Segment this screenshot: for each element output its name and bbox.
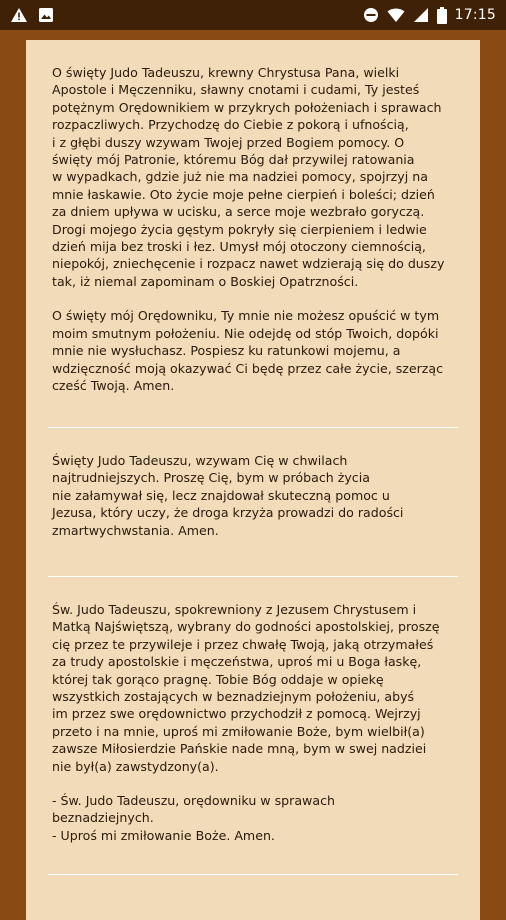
status-notifications [10, 7, 54, 23]
image-icon [38, 7, 54, 23]
prayer-section-1 [52, 64, 454, 427]
battery-icon [437, 7, 447, 24]
prayer-paragraph: Święty Judo Tadeuszu, wzywam Cię w chwilach najtrudniejszych. Proszę Cię, bym w próbach życia nie załamywał się, lecz znajdował skuteczną pomoc u Jezusa, który uczy, że droga krzyża prowadzi do radości zmartwychwstania. Amen. [52, 453, 404, 538]
prayer-card[interactable] [26, 40, 480, 920]
status-system [363, 7, 496, 24]
status-bar [0, 0, 506, 30]
wifi-icon [387, 7, 405, 23]
prayer-paragraph: Św. Judo Tadeuszu, spokrewniony z Jezusem Chrystusem i Matką Najświętszą, wybrany do godności apostolskiej, proszę cię przez te przywileje i przez chwałę Twoją, jaką otrzymałeś za trudy apostolskie i męczeństwa, uproś mi u Boga łaskę, której tak gorąco pragnę. Tobie Bóg oddaje w opiekę wszystkich zostających w beznadziejnym położeniu, abyś im przez swe orędownictwo przychodził z pomocą. Wejrzyj przeto i na mnie, uproś mi zmiłowanie Boże, bym wielbił(a) zawsze Miłosierdzie Pańskie nade mną, bym w swej nadziei nie był(a) zawstydzony(a). [52, 602, 440, 774]
prayer-paragraph: O święty mój Orędowniku, Ty mnie nie możesz opuścić w tym moim smutnym położeniu. Nie odejdę od stóp Twoich, dopóki mnie nie wysłuchasz. Pospiesz ku ratunkowi mojemu, a wdzięczność moją okazywać Ci będę przez całe życie, szerząc cześć Twoją. Amen. [52, 308, 444, 393]
app-frame [0, 30, 506, 900]
status-time: 17:15 [454, 7, 496, 23]
prayer-section-2 [52, 428, 454, 576]
signal-icon [413, 7, 429, 23]
section-divider [48, 874, 458, 875]
do-not-disturb-icon [363, 7, 379, 23]
prayer-paragraph: O święty Judo Tadeuszu, krewny Chrystusa Pana, wielki Apostole i Męczenniku, sławny cnotami i cudami, Ty jesteś potężnym Orędownikiem w przykrych położeniach i sprawach rozpaczliwych. Przychodzę do Ciebie z pokorą i ufnością, i z głębi duszy wzywam Twojej przed Bogiem pomocy. O święty mój Patronie, któremu Bóg dał przywilej ratowania w wypadkach, gdzie już nie ma nadziei pomocy, spojrzyj na mnie łaskawie. Oto życie moje pełne cierpień i boleści; dzień za dniem upływa w ucisku, a serce moje wezbrało goryczą. Drogi mojego życia gęstym pokryły się cierpieniem i ledwie dzień mija bez troski i łez. Umysł mój otoczony ciemnością, niepokój, zniechęcenie i rozpacz nawet wdzierają się do duszy tak, iż niemal zapominam o Boskiej Opatrzności. [52, 65, 445, 289]
prayer-paragraph: - Św. Judo Tadeuszu, orędowniku w sprawach beznadziejnych. - Uproś mi zmiłowanie Boże. Amen. [52, 793, 335, 843]
warning-icon [10, 7, 28, 23]
prayer-section-3 [52, 577, 454, 874]
